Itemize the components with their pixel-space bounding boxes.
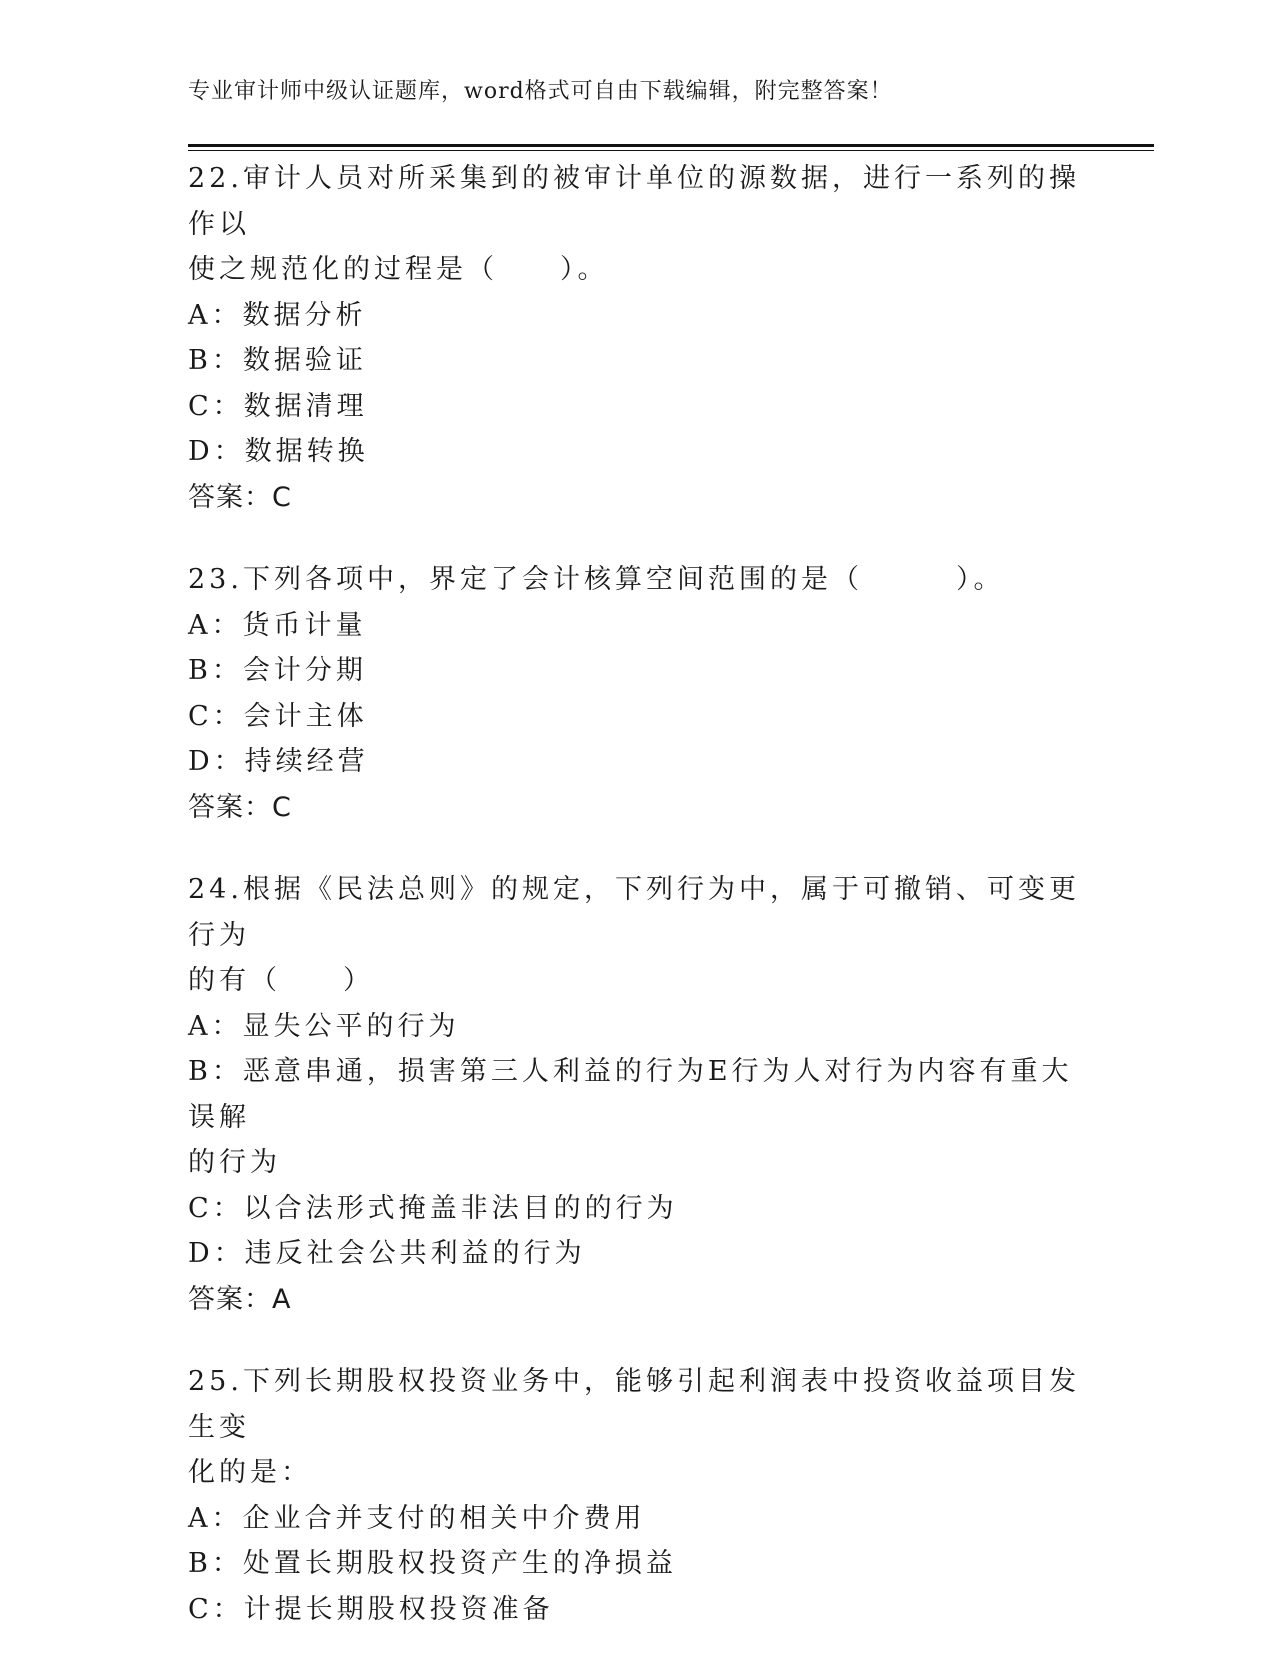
question-stem-line: 的有（ ） (188, 965, 374, 996)
question-stem-line: 24.根据《民法总则》的规定，下列行为中，属于可撤销、可变更行为 (188, 874, 1080, 951)
question-list (188, 156, 1088, 1669)
option-a: A：企业合并支付的相关中介费用 (188, 1502, 646, 1534)
option-d: D：数据转换 (188, 436, 369, 467)
question-23 (188, 557, 1088, 830)
question-stem-line: 23.下列各项中，界定了会计核算空间范围的是（ ）。 (188, 564, 1005, 595)
question-stem-line: 25.下列长期股权投资业务中，能够引起利润表中投资收益项目发生变 (188, 1366, 1080, 1443)
option-c: C：计提长期股权投资准备 (188, 1593, 554, 1625)
answer-line: 答案：A (188, 1283, 292, 1315)
question-stem-line: 使之规范化的过程是（ ）。 (188, 254, 609, 285)
option-b: B：数据验证 (188, 345, 367, 376)
option-b-continued: 的行为 (188, 1147, 281, 1178)
option-c: C：会计主体 (188, 700, 368, 732)
option-b: B：处置长期股权投资产生的净损益 (188, 1548, 677, 1579)
option-a: A：货币计量 (188, 609, 367, 641)
question-25 (188, 1359, 1088, 1632)
question-22 (188, 156, 1088, 520)
option-d: D：持续经营 (188, 746, 369, 777)
answer-line: 答案：C (188, 481, 292, 513)
answer-line: 答案：C (188, 791, 292, 823)
option-a: A：数据分析 (188, 299, 367, 331)
header-rule-thin (188, 150, 1154, 151)
question-stem-line: 化的是： (188, 1457, 312, 1488)
option-b: B：会计分期 (188, 655, 367, 686)
header-rule-thick (188, 144, 1154, 147)
option-a: A：显失公平的行为 (188, 1010, 460, 1042)
option-c: C：数据清理 (188, 390, 368, 422)
document-header: 专业审计师中级认证题库，word格式可自由下载编辑，附完整答案！ (188, 79, 893, 104)
question-24 (188, 867, 1088, 1322)
question-stem-line: 22.审计人员对所采集到的被审计单位的源数据，进行一系列的操作以 (188, 163, 1080, 240)
option-d: D：违反社会公共利益的行为 (188, 1238, 586, 1269)
option-c: C：以合法形式掩盖非法目的的行为 (188, 1192, 678, 1224)
option-b: B：恶意串通，损害第三人利益的行为E行为人对行为内容有重大误解 (188, 1056, 1073, 1133)
